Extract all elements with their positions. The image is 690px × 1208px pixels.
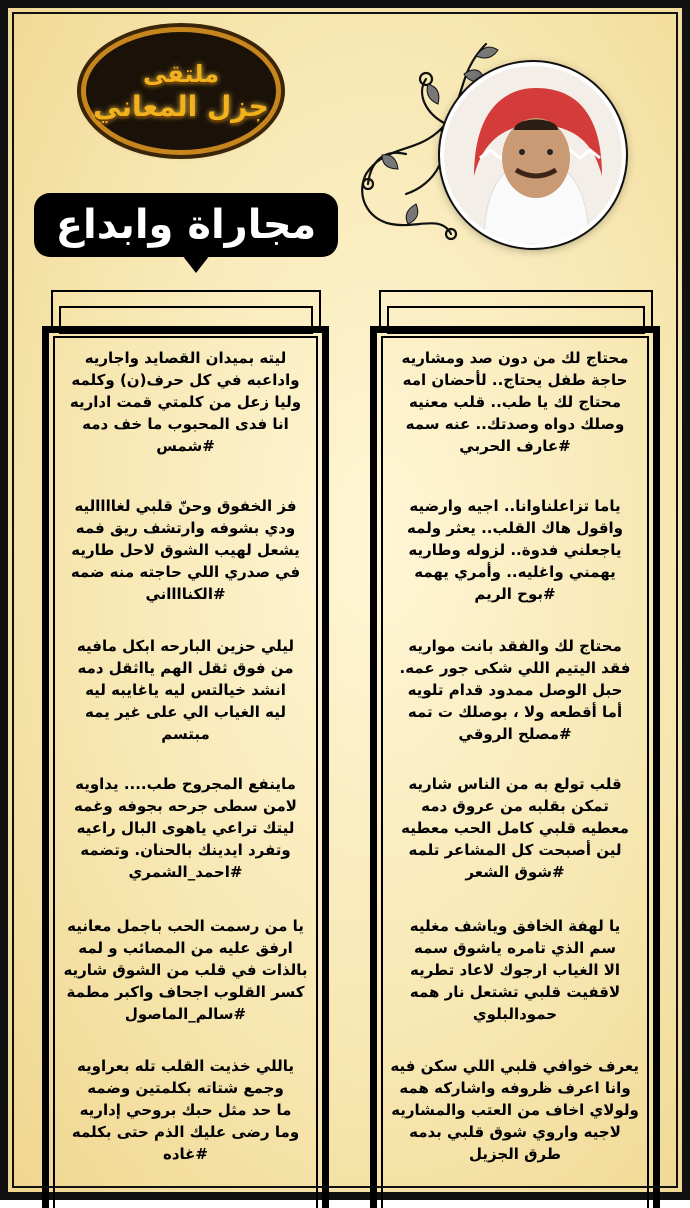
- verse-line: ياللي خذيت القلب تله بعراويه: [76, 1057, 295, 1075]
- author-tag: #سالم_الماصول: [124, 1005, 247, 1023]
- author-tag: #غاده: [163, 1145, 208, 1163]
- verse-line: ماينفع المجروح طب.... يداويه: [75, 775, 296, 793]
- verse-line: وتفرد ايدينك بالحنان. وتضمه: [80, 841, 291, 859]
- verse-line: محتاج لك يا طب.. قلب معنيه: [409, 393, 621, 411]
- verse-line: ليته بميدان القصايد واجاريه: [84, 349, 287, 367]
- verse-line: بالذات في قلب من الشوق شاريه: [63, 961, 308, 979]
- verse-line: تمكن بقلبه من عروق دمه: [421, 797, 609, 815]
- logo-line-1: ملتقى: [142, 59, 219, 88]
- verse-line: محتاج لك من دون صد ومشاريه: [401, 349, 629, 367]
- stanza-right-3: [391, 635, 639, 745]
- verse-line: ياجعلني فدوة.. لزوله وطاريه: [408, 541, 622, 559]
- author-tag: مبتسم: [161, 725, 210, 743]
- stanza-left-5: [63, 915, 308, 1025]
- verse-line: يهمني واغليه.. وأمري يهمه: [414, 563, 616, 581]
- verse-line: وانا اعرف ظروفه واشاركه همه: [399, 1079, 631, 1097]
- verse-line: الا الغياب ارجوك لاعاد تطريه: [409, 961, 621, 979]
- verse-line: فقد اليتيم اللي شكى جور عمه.: [399, 659, 631, 677]
- stanza-right-4: [391, 773, 639, 883]
- verse-line: لاقفيت قلبي تشتعل نار همه: [409, 983, 621, 1001]
- verse-line: وجمع شتاته بكلمتين وضمه: [87, 1079, 284, 1097]
- stanza-left-2: [63, 495, 308, 605]
- author-tag: #بوح الريم: [474, 585, 556, 603]
- verse-line: محتاج لك والفقد بانت مواريه: [408, 637, 622, 655]
- stanza-left-1: [63, 347, 308, 457]
- verse-line: لاجيه واروي شوق قلبي بدمه: [409, 1123, 621, 1141]
- right-poem-column: [370, 326, 660, 1208]
- author-tag: #عارف الحربي: [459, 437, 571, 455]
- verse-line: واداعبه في كل حرف(ن) وكلمه: [71, 371, 300, 389]
- verse-line: واقول هاك القلب.. يعثر ولمه: [406, 519, 623, 537]
- column-frame-lines: [8, 8, 690, 338]
- stanza-right-5: [391, 915, 639, 1025]
- author-tag: #مصلح الروقي: [458, 725, 572, 743]
- verse-line: لامن سطى جرحه بجوفه وغمه: [74, 797, 297, 815]
- stanza-left-3: [63, 635, 308, 745]
- verse-line: لين أصبحت كل المشاعر تلمه: [408, 841, 622, 859]
- verse-line: ارفق عليه من المصائب و لمه: [78, 939, 293, 957]
- author-tag: #شوق الشعر: [465, 863, 565, 881]
- stanza-right-2: [391, 495, 639, 605]
- verse-line: ليتك تراعي ياهوى البال راعيه: [76, 819, 295, 837]
- author-tag: #شمس: [156, 437, 215, 455]
- verse-line: ليه الغياب الي على غير يمه: [84, 703, 286, 721]
- verse-line: انا فدى المحبوب ما خف دمه: [82, 415, 289, 433]
- verse-line: ودي بشوفه وارتشف ريق فمه: [75, 519, 296, 537]
- verse-line: كسر القلوب اجحاف واكبر مطمة: [66, 983, 305, 1001]
- logo-line-2: جزل المعاني: [93, 89, 269, 123]
- verse-line: ليلي حزين البارحه ابكل مافيه: [76, 637, 295, 655]
- verse-line: سم الذي تامره ياشوق سمه: [413, 939, 617, 957]
- author-tag: #الكنااااني: [145, 585, 226, 603]
- left-poem-column: [42, 326, 329, 1208]
- verse-line: وليا زعل من كلمتي قمت اداريه: [69, 393, 302, 411]
- verse-line: وصلك دواه وصدتك.. عنه سمه: [405, 415, 625, 433]
- verse-line: حبل الوصل ممدود قدام تلويه: [407, 681, 623, 699]
- verse-line: يا لهفة الخافق وياشف مغليه: [409, 917, 621, 935]
- verse-line: يشعل لهيب الشوق لاحل طاريه: [71, 541, 300, 559]
- author-tag: حمودالبلوي: [472, 1005, 558, 1023]
- verse-line: حاجة طفل يحتاج.. لأحضان امه: [402, 371, 628, 389]
- stanza-right-6: [391, 1055, 639, 1165]
- verse-line: في صدري اللي حاجته منه ضمه: [70, 563, 301, 581]
- stanza-right-1: [391, 347, 639, 457]
- verse-line: ولولاي اخاف من العتب والمشاريه: [391, 1101, 639, 1119]
- verse-line: وما رضى عليك الذم حتى بكلمه: [71, 1123, 300, 1141]
- verse-line: من فوق ثقل الهم يااثقل دمه: [77, 659, 294, 677]
- verse-line: ياما تزاعلناوانا.. اجيه وارضيه: [409, 497, 621, 515]
- verse-line: أما أقطعه ولا ، بوصلك ت تمه: [407, 703, 623, 721]
- author-tag: #احمد_الشمري: [128, 863, 243, 881]
- verse-line: انشد خيالتس ليه ياغايبه ليه: [85, 681, 286, 699]
- author-tag: طرق الجزيل: [468, 1145, 562, 1163]
- verse-line: يا من رسمت الحب باجمل معانيه: [67, 917, 304, 935]
- verse-line: فز الخفوق وحنّ قلبي لغااااليه: [74, 497, 297, 515]
- stanza-left-4: [63, 773, 308, 883]
- verse-line: معطيه قلبي كامل الحب معطيه: [401, 819, 629, 837]
- verse-line: ما حد مثل حبك بروحي إداريه: [79, 1101, 292, 1119]
- page-title: مجاراة وابداع: [55, 202, 317, 248]
- verse-line: قلب تولع به من الناس شاريه: [408, 775, 622, 793]
- stanza-left-6: [63, 1055, 308, 1165]
- verse-line: يعرف خوافي قلبي اللي سكن فيه: [390, 1057, 639, 1075]
